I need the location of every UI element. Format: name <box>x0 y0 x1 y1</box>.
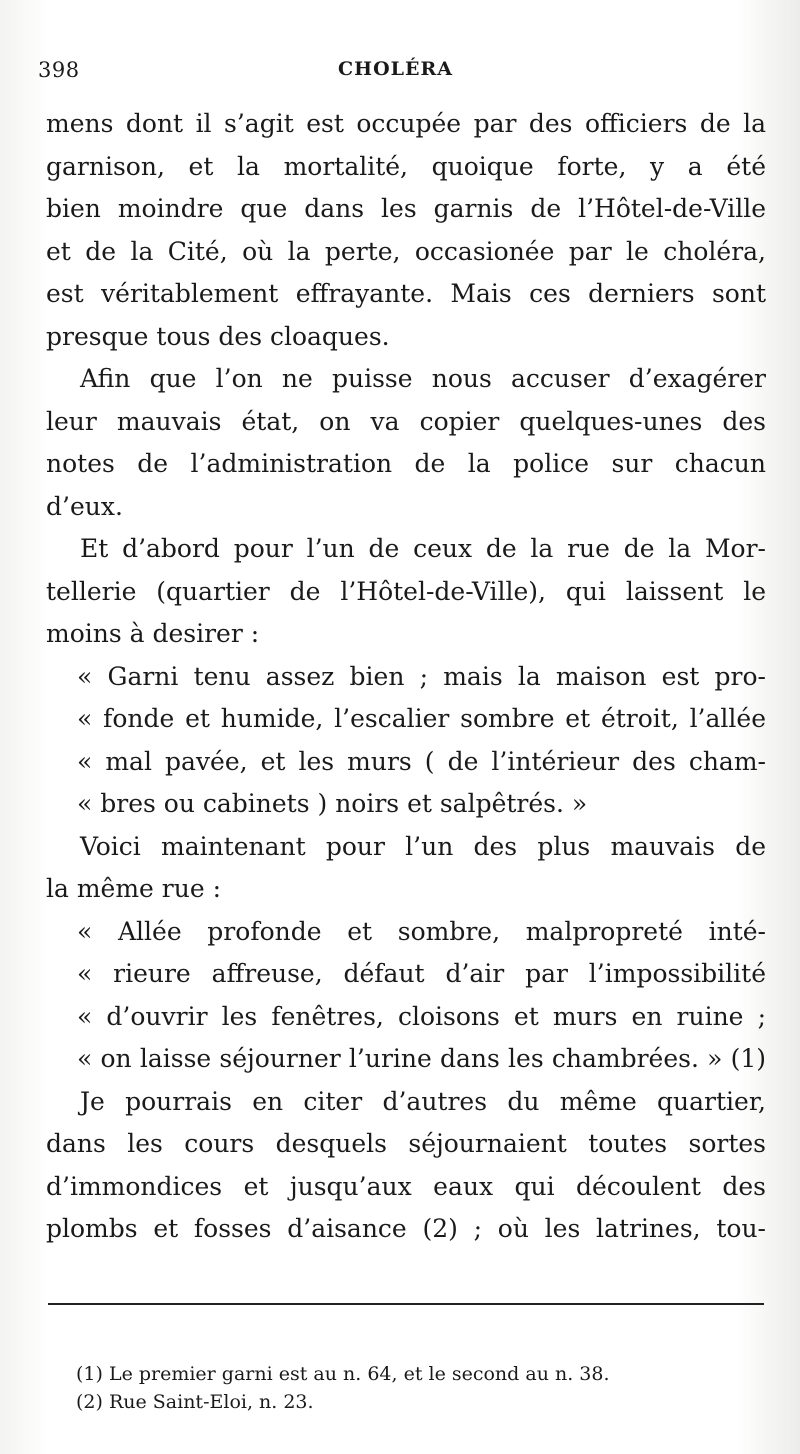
quote-line: « rieure affreuse, défaut d’air par l’impossibilité <box>77 959 766 988</box>
text-line: est véritablement effrayante. Mais ces derniers sont <box>46 279 766 308</box>
text-line: moins à desirer : <box>46 619 260 648</box>
text-line: Et d’abord pour l’un de ceux de la rue de la Mor- <box>80 534 766 563</box>
quote-line: « mal pavée, et les murs ( de l’intérieur des cham- <box>77 746 766 776</box>
text-line: et de la Cité, où la perte, occasionée par le choléra, <box>46 236 766 266</box>
text-line: d’immondices et jusqu’aux eaux qui découlent des <box>46 1171 766 1201</box>
text-line: plombs et fosses d’aisance (2) ; où les latrines, tou- <box>46 1214 766 1243</box>
text-line: la même rue : <box>46 874 222 903</box>
body-text <box>46 103 766 1251</box>
page-header <box>38 58 768 88</box>
text-line: presque tous des cloaques. <box>46 321 390 351</box>
text-line: Voici maintenant pour l’un des plus mauvais de <box>80 831 766 861</box>
text-line: Afin que l’on ne puisse nous accuser d’exagérer <box>80 364 766 393</box>
page-number: 398 <box>38 58 80 82</box>
running-title: CHOLÉRA <box>338 58 453 80</box>
text-line: d’eux. <box>46 491 123 521</box>
quote-line: « on laisse séjourner l’urine dans les chambrées. » (1) <box>77 1044 766 1073</box>
text-line: bien moindre que dans les garnis de l’Hôtel-de-Ville <box>46 194 766 223</box>
text-line: Je pourrais en citer d’autres du même quartier, <box>80 1086 766 1116</box>
quote-line: « Garni tenu assez bien ; mais la maison est pro- <box>77 661 766 691</box>
footnote-divider <box>48 1303 764 1305</box>
text-line: leur mauvais état, on va copier quelques-unes des <box>46 406 766 436</box>
text-line: tellerie (quartier de l’Hôtel-de-Ville), qui laissent le <box>46 576 766 606</box>
quote-line: « d’ouvrir les fenêtres, cloisons et murs en ruine ; <box>77 1001 766 1031</box>
quote-line: « bres ou cabinets ) noirs et salpêtrés. » <box>77 789 588 818</box>
quote-line: « fonde et humide, l’escalier sombre et étroit, l’allée <box>77 704 766 733</box>
footnotes <box>76 1360 736 1416</box>
quote-line: « Allée profonde et sombre, malpropreté inté- <box>77 916 766 946</box>
text-line: notes de l’administration de la police sur chacun <box>46 449 766 478</box>
footnote: (2) Rue Saint-Eloi, n. 23. <box>76 1391 314 1413</box>
footnote: (1) Le premier garni est au n. 64, et le second au n. 38. <box>76 1363 610 1385</box>
text-line: dans les cours desquels séjournaient toutes sortes <box>46 1129 766 1158</box>
text-line: garnison, et la mortalité, quoique forte, y a été <box>46 151 766 181</box>
text-line: mens dont il s’agit est occupée par des officiers de la <box>46 109 766 138</box>
